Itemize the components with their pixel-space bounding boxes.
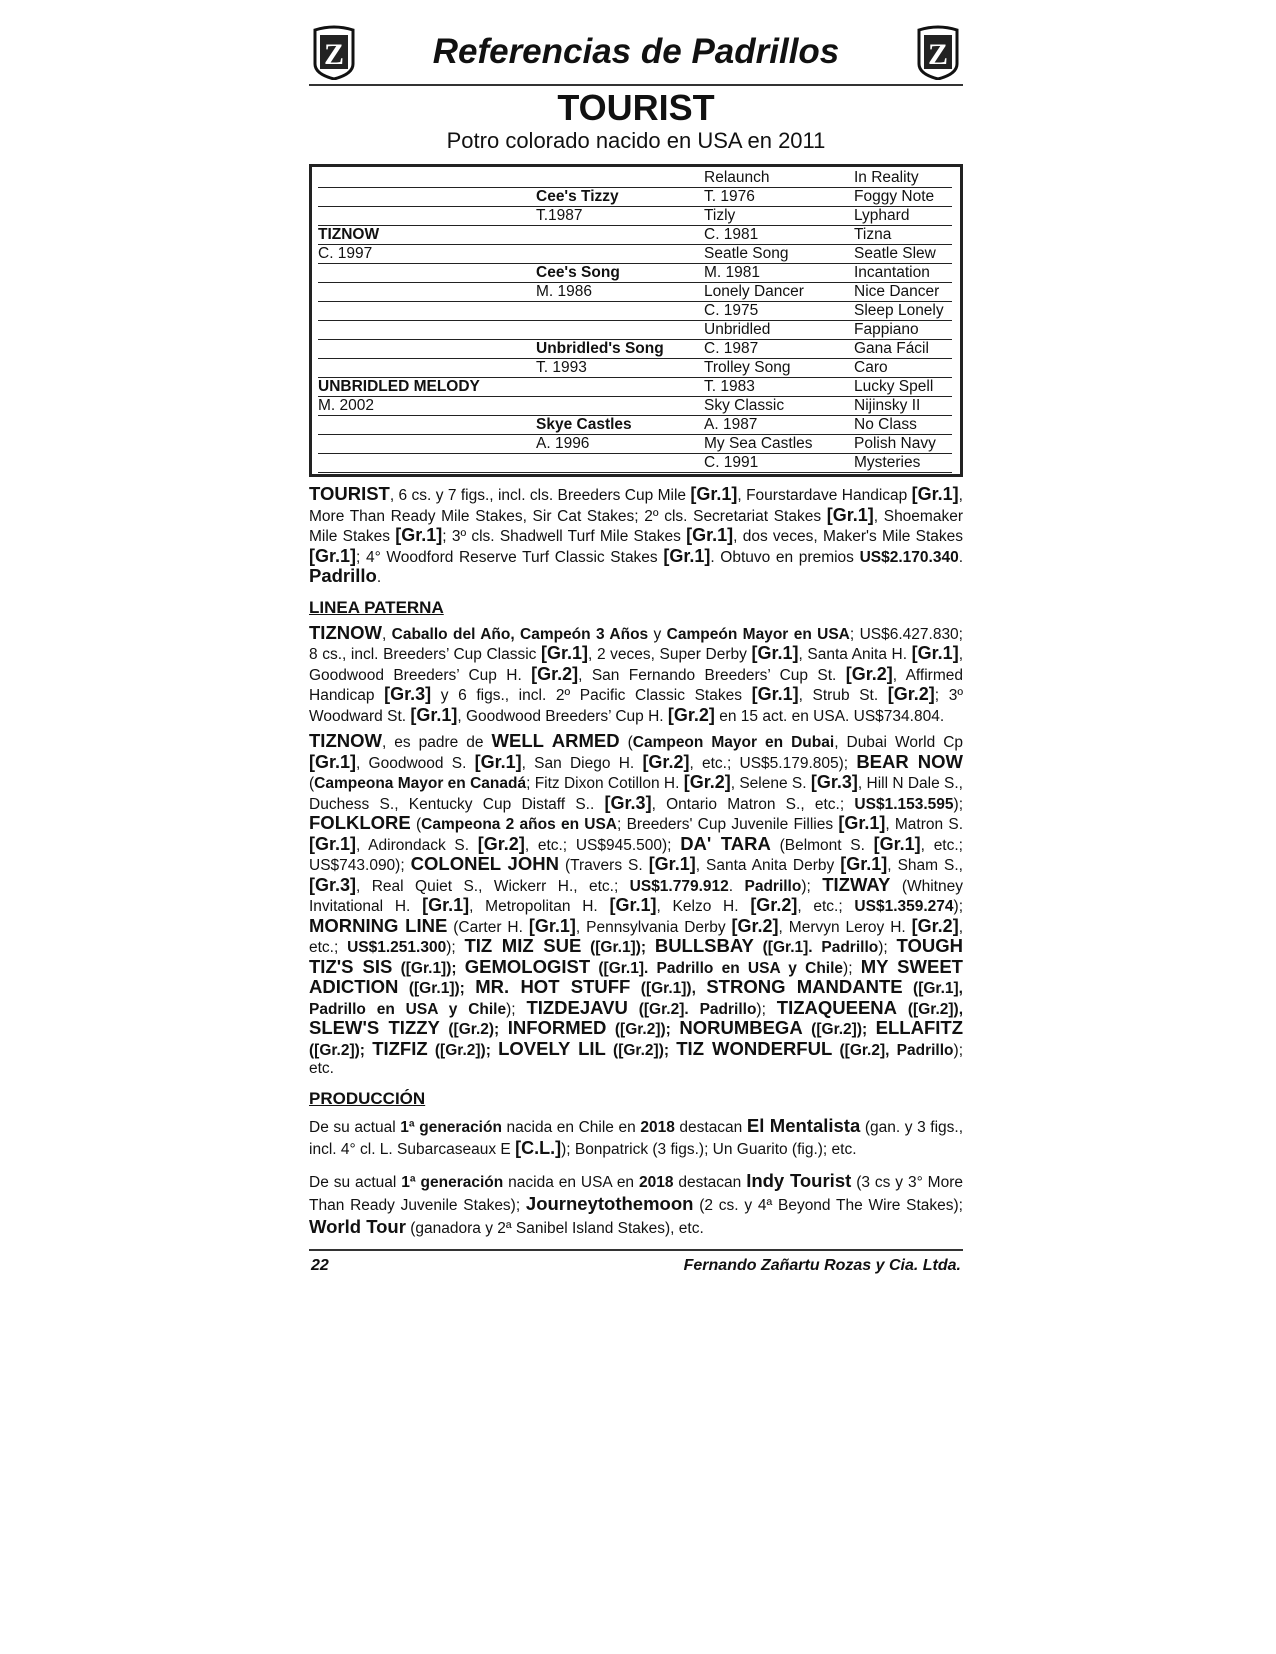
sire-progeny-paragraph: TIZNOW, es padre de WELL ARMED (Campeon Mayor en Dubai, Dubai World Cp [Gr.1], Goodwood S. [Gr.1], San Diego H. [Gr.2], etc.; US$5.179.805); BEAR NOW (Campeona Mayor en Canadá; Fitz Dixon Cotillon H. [Gr.2], Selene S. [Gr.3], Hill N Dale S., Duchess S., Kentucky Cup Distaff S.. [Gr.3], Ontario Matron S., etc.; US$1.153.595); FOLKLORE (Campeona 2 años en USA; Breeders' Cup Juvenile Fillies [Gr.1], Matron S. [Gr.1], Adirondack S. [Gr.2], etc.; US$945.500); DA' TARA (Belmont S. [Gr.1], etc.; US$743.090); COLONEL JOHN (Travers S. [Gr.1], Santa Anita Derby [Gr.1], Sham S., [Gr.3], Real Quiet S., Wickerr H., etc.; US$1.779.912. Padrillo); TIZWAY (Whitney Invitational H. [Gr.1], Metropolitan H. [Gr.1], Kelzo H. [Gr.2], etc.; US$1.359.274); MORNING LINE (Carter H. [Gr.1], Pennsylvania Derby [Gr.2], Mervyn Leroy H. [Gr.2], etc.; US$1.251.300); TIZ MIZ SUE ([Gr.1]); BULLSBAY ([Gr.1]. Padrillo); TOUGH TIZ'S SIS ([Gr.1]); GEMOLOGIST ([Gr.1]. Padrillo en USA y Chile); MY SWEET ADICTION ([Gr.1]); MR. HOT STUFF ([Gr.1]), STRONG MANDANTE ([Gr.1], Padrillo en USA y Chile); TIZDEJAVU ([Gr.2]. Padrillo); TIZAQUEENA ([Gr.2]), SLEW'S TIZZY ([Gr.2); INFORMED ([Gr.2]); NORUMBEGA ([Gr.2]); ELLAFITZ ([Gr.2]); TIZFIZ ([Gr.2]); LOVELY LIL ([Gr.2]); TIZ WONDERFUL ([Gr.2], Padrillo); etc. xyxy=(309,730,964,1077)
pedigree-cell: Tizna xyxy=(854,226,952,245)
horse-description: Potro colorado nacido en USA en 2011 xyxy=(446,128,826,153)
pedigree-cell: C. 1981 xyxy=(704,226,854,245)
pedigree-row xyxy=(318,378,952,397)
pedigree-cell xyxy=(318,302,536,321)
pedigree-cell: Fappiano xyxy=(854,321,952,340)
pedigree-cell: Sky Classic xyxy=(704,397,854,416)
pedigree-cell: Caro xyxy=(854,359,952,378)
pedigree-cell: TIZNOW xyxy=(318,226,536,245)
pedigree-cell: A. 1996 xyxy=(536,435,704,454)
pedigree-row xyxy=(318,188,952,207)
produccion-usa-paragraph: De su actual 1ª generación nacida en USA en 2018 destacan Indy Tourist (3 cs y 3° More Than Ready Juvenile Stakes); Journeytothemoon (2 cs. y 4ª Beyond The Wire Stakes); World Tour (ganadora y 2ª Sanibel Island Stakes), etc. xyxy=(309,1169,963,1237)
pedigree-cell: T. 1993 xyxy=(536,359,704,378)
pedigree-cell: M. 1981 xyxy=(704,264,854,283)
pedigree-cell xyxy=(318,321,536,340)
pedigree-cell: Trolley Song xyxy=(704,359,854,378)
pedigree-cell: Seatle Slew xyxy=(854,245,952,264)
pedigree-cell: M. 1986 xyxy=(536,283,704,302)
pedigree-cell xyxy=(318,416,536,435)
pedigree-cell: Unbridled's Song xyxy=(536,340,704,359)
pedigree-cell: Gana Fácil xyxy=(854,340,952,359)
page-footer xyxy=(309,1249,963,1279)
pedigree-row xyxy=(318,321,952,340)
publisher-name: Fernando Zañartu Rozas y Cia. Ltda. xyxy=(683,1256,961,1274)
pedigree-cell: Nice Dancer xyxy=(854,283,952,302)
pedigree-cell xyxy=(536,321,704,340)
pedigree-cell: T.1987 xyxy=(536,207,704,226)
pedigree-cell: Lyphard xyxy=(854,207,952,226)
pedigree-cell: C. 1987 xyxy=(704,340,854,359)
pedigree-cell xyxy=(318,283,536,302)
pedigree-cell: Incantation xyxy=(854,264,952,283)
pedigree-cell: UNBRIDLED MELODY xyxy=(318,378,536,397)
zr-logo-icon xyxy=(913,24,963,80)
svg-text:Z: Z xyxy=(927,38,949,71)
produccion-heading: PRODUCCIÓN xyxy=(309,1088,426,1108)
pedigree-cell: T. 1976 xyxy=(704,188,854,207)
pedigree-row xyxy=(318,454,952,473)
page-header xyxy=(309,22,963,86)
pedigree-cell xyxy=(536,226,704,245)
pedigree-cell: Tizly xyxy=(704,207,854,226)
pedigree-cell: M. 2002 xyxy=(318,397,536,416)
pedigree-cell: Lonely Dancer xyxy=(704,283,854,302)
pedigree-cell xyxy=(318,264,536,283)
linea-paterna-heading: LINEA PATERNA xyxy=(309,597,444,617)
produccion-section xyxy=(309,1115,963,1239)
pedigree-cell: C. 1991 xyxy=(704,454,854,473)
pedigree-cell: Skye Castles xyxy=(536,416,704,435)
pedigree-cell: Polish Navy xyxy=(854,435,952,454)
pedigree-row xyxy=(318,397,952,416)
pedigree-cell: No Class xyxy=(854,416,952,435)
page-number: 22 xyxy=(311,1256,329,1274)
pedigree-cell: A. 1987 xyxy=(704,416,854,435)
pedigree-cell xyxy=(318,188,536,207)
pedigree-cell: Cee's Song xyxy=(536,264,704,283)
pedigree-cell xyxy=(536,378,704,397)
pedigree-cell: Foggy Note xyxy=(854,188,952,207)
pedigree-cell: T. 1983 xyxy=(704,378,854,397)
pedigree-row xyxy=(318,302,952,321)
pedigree-row xyxy=(318,226,952,245)
pedigree-cell: C. 1997 xyxy=(318,245,536,264)
horse-name: TOURIST xyxy=(557,87,715,128)
pedigree-cell xyxy=(536,454,704,473)
svg-text:Z: Z xyxy=(323,38,345,71)
pedigree-row xyxy=(318,264,952,283)
pedigree-cell: Sleep Lonely xyxy=(854,302,952,321)
pedigree-cell: My Sea Castles xyxy=(704,435,854,454)
produccion-chile-paragraph: De su actual 1ª generación nacida en Chile en 2018 destacan El Mentalista (gan. y 3 figs., incl. 4° cl. L. Subarcaseaux E [C.L.]); Bonpatrick (3 figs.); Un Guarito (fig.); etc. xyxy=(309,1114,964,1158)
sire-record-paragraph: TIZNOW, Caballo del Año, Campeón 3 Años y Campeón Mayor en USA; US$6.427.830; 8 cs., incl. Breeders’ Cup Classic [Gr.1], 2 veces, Super Derby [Gr.1], Santa Anita H. [Gr.1], Goodwood Breeders’ Cup H. [Gr.2], San Fernando Breeders’ Cup St. [Gr.2], Affirmed Handicap [Gr.3] y 6 figs., incl. 2º Pacific Classic Stakes [Gr.1], Strub St. [Gr.2]; 3º Woodward St. [Gr.1], Goodwood Breeders’ Cup H. [Gr.2] en 15 act. en USA. US$734.804. xyxy=(309,621,963,725)
pedigree-cell xyxy=(536,245,704,264)
pedigree-cell xyxy=(536,397,704,416)
pedigree-row xyxy=(318,340,952,359)
pedigree-cell: Mysteries xyxy=(854,454,952,473)
pedigree-cell xyxy=(318,169,536,188)
pedigree-cell: Cee's Tizzy xyxy=(536,188,704,207)
pedigree-cell: Relaunch xyxy=(704,169,854,188)
pedigree-table xyxy=(309,164,963,477)
pedigree-cell: Unbridled xyxy=(704,321,854,340)
pedigree-cell: Lucky Spell xyxy=(854,378,952,397)
summary-paragraph: TOURIST, 6 cs. y 7 figs., incl. cls. Breeders Cup Mile [Gr.1], Fourstardave Handicap [Gr.1], More Than Ready Mile Stakes, Sir Cat Stakes; 2º cls. Secretariat Stakes [Gr.1], Shoemaker Mile Stakes [Gr.1]; 3º cls. Shadwell Turf Mile Stakes [Gr.1], dos veces, Maker's Mile Stakes [Gr.1]; 4° Woodford Reserve Turf Classic Stakes [Gr.1]. Obtuvo en premios US$2.170.340. Padrillo. xyxy=(309,483,963,586)
pedigree-cell xyxy=(318,454,536,473)
pedigree-row xyxy=(318,245,952,264)
pedigree-cell xyxy=(318,207,536,226)
pedigree-cell xyxy=(536,169,704,188)
pedigree-row xyxy=(318,435,952,454)
pedigree-cell xyxy=(318,359,536,378)
pedigree-row xyxy=(318,283,952,302)
pedigree-cell: Nijinsky II xyxy=(854,397,952,416)
pedigree-cell: Seatle Song xyxy=(704,245,854,264)
pedigree-row xyxy=(318,359,952,378)
pedigree-cell xyxy=(536,302,704,321)
pedigree-row xyxy=(318,169,952,188)
page-title: Referencias de Padrillos xyxy=(432,32,840,71)
pedigree-row xyxy=(318,207,952,226)
pedigree-cell: C. 1975 xyxy=(704,302,854,321)
pedigree-cell xyxy=(318,340,536,359)
pedigree-cell xyxy=(318,435,536,454)
pedigree-row xyxy=(318,416,952,435)
pedigree-cell: In Reality xyxy=(854,169,952,188)
catalog-page xyxy=(309,22,963,1279)
